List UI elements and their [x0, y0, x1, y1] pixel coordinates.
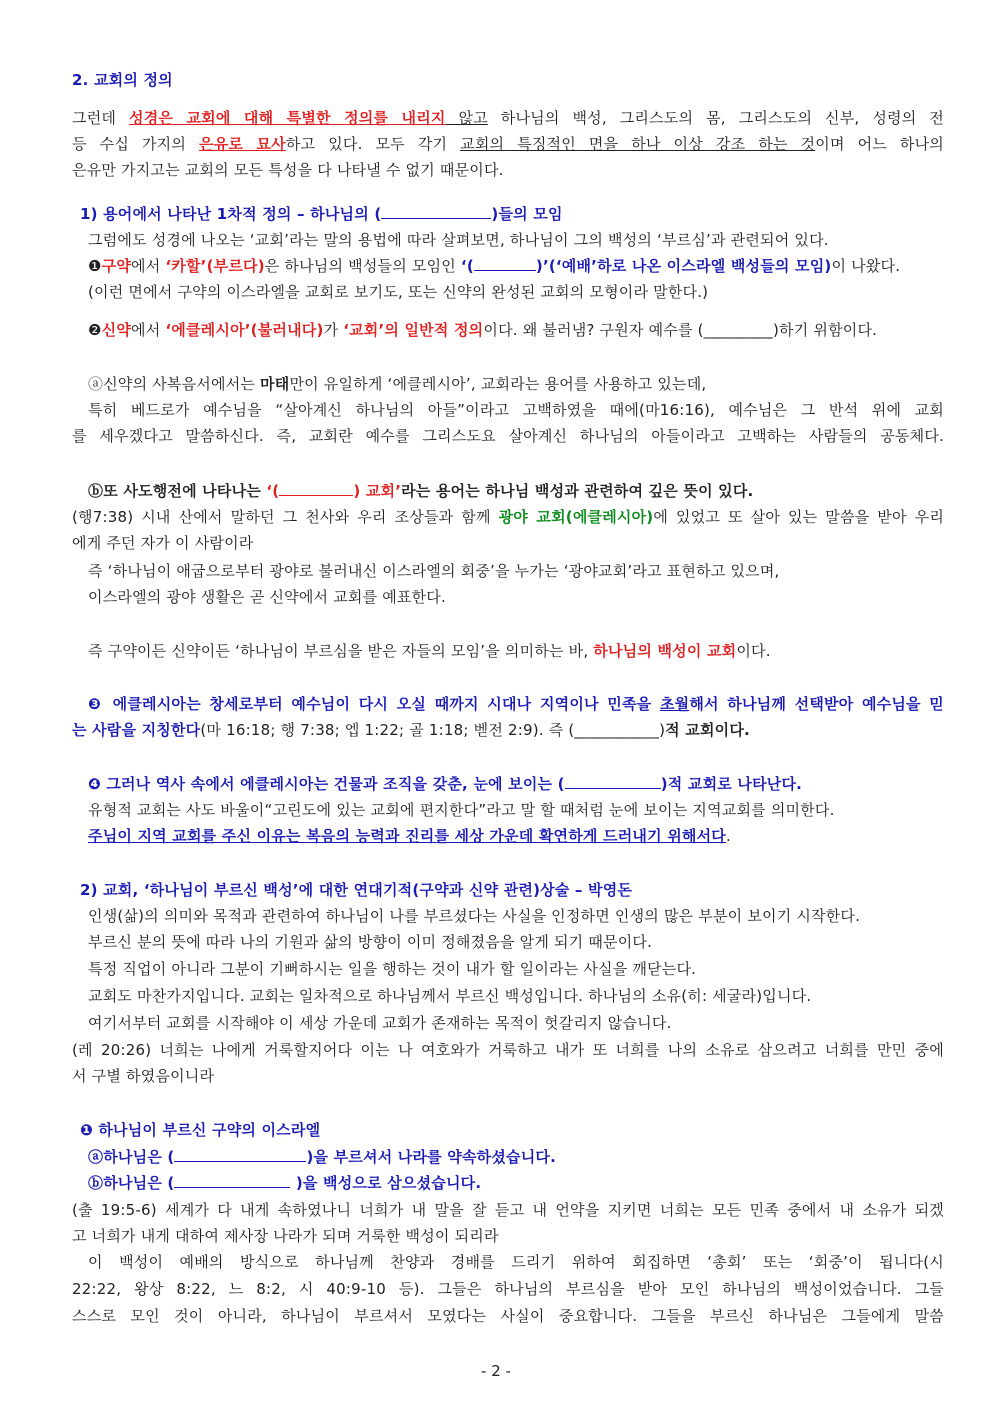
- text: 해서 하나님께 선택받아 예수님을 믿: [689, 695, 944, 713]
- text: 교회도 마찬가지입니다. 교회는 일차적으로 하나님께서 부르신 백성입니다. 하나님의 소유(히: 세굴라)입니다.: [88, 987, 812, 1005]
- text: )적 교회로 나타난다.: [660, 775, 803, 793]
- paragraph: [72, 1306, 944, 1326]
- text: 은 하나님의 백성들의 모임인: [264, 257, 461, 275]
- paragraph: [88, 561, 780, 581]
- fill-blank: [279, 481, 353, 496]
- text: 사도행전에 나타나는: [123, 482, 267, 500]
- text: )들의 모임: [491, 205, 563, 223]
- text: 에서: [131, 257, 166, 275]
- paragraph: [88, 587, 446, 607]
- emphasis: ) 교회’: [353, 482, 402, 500]
- paragraph-kahal: [88, 256, 900, 276]
- emphasis: 마태: [260, 375, 290, 393]
- page-number: - 2 -: [481, 1362, 511, 1380]
- heading-text: 2) 교회, ‘하나님이 부르신 백성’에 대한 연대기적(구약과 신약 관련)상술 – 박영돈: [80, 881, 633, 899]
- number-marker: ❸: [88, 695, 105, 713]
- paragraph: [88, 374, 706, 394]
- emphasis: 성경은 교회에 대해 특별한 정의를 내리지: [129, 109, 446, 127]
- subsection-2-title: [80, 880, 632, 900]
- paragraph: [88, 230, 829, 250]
- emphasis: 신약: [101, 321, 132, 339]
- text: 인생(삶)의 의미와 목적과 관련하여 하나님이 나를 부르셨다는 사실을 인정하면 인생의 많은 부분이 보이기 시작한다.: [88, 907, 861, 925]
- text: 서 구별 하였음이니라: [72, 1067, 215, 1085]
- text: 22:22, 왕상 8:22, 느 8:2, 시 40:9-10 등). 그들은 하나님의 부르심을 받아 모인 하나님의 백성이었습니다. 그들: [72, 1280, 944, 1298]
- text: 여기서부터 교회를 시작해야 이 세상 가운데 교회가 존재하는 목적이 헛갈리지 않습니다.: [88, 1014, 672, 1032]
- text: ⓐ하나님은 (: [88, 1148, 175, 1166]
- emphasis: 는 사람을 지칭한다: [72, 721, 201, 739]
- text: 스스로 모인 것이 아니라, 하나님이 부르셔서 모였다는 사실이 중요합니다. 그들을 부르신 하나님은 그들에게 말씀: [72, 1307, 944, 1325]
- number-marker: ❹: [88, 775, 101, 793]
- emphasis: 은유로 묘사: [199, 135, 286, 153]
- text: ⓑ또: [88, 482, 124, 500]
- text: 이며 어느 하나의: [815, 135, 944, 153]
- paragraph: [88, 800, 835, 820]
- paragraph: [88, 826, 731, 846]
- text: 유형적 교회는 사도 바울이“고린도에 있는 교회에 편지한다”라고 말 할 때처럼 눈에 보이는 지역교회를 의미한다.: [88, 801, 835, 819]
- heading-text: 2. 교회의 정의: [72, 71, 173, 89]
- text: 고 너희가 내게 대하여 제사장 나라가 되며 거룩한 백성이 되리라: [72, 1227, 499, 1245]
- text: 그런데: [72, 109, 129, 127]
- question-b: [88, 1173, 481, 1193]
- text: 가: [323, 321, 344, 339]
- text: 에게 주던 자가 이 사람이라: [72, 534, 254, 552]
- emphasis: 하나님의 백성이 교회: [593, 642, 737, 660]
- text: 이다.: [736, 642, 771, 660]
- number-marker: ❶: [80, 1121, 93, 1139]
- paragraph: [88, 959, 696, 979]
- paragraph: [88, 1252, 944, 1272]
- text: )을 백성으로 삼으셨습니다.: [290, 1174, 482, 1192]
- text: 즉 구약이든 신약이든 ‘하나님이 부르심을 받은 자들의 모임’을 의미하는 바,: [88, 642, 594, 660]
- section-heading: [72, 70, 173, 90]
- emphasis: ‘(: [460, 257, 474, 275]
- text: ⓐ신약의 사복음서에서는: [88, 375, 261, 393]
- text: 를 세우겠다고 말씀하신다. 즉, 교회란 예수를 그리스도요 살아계신 하나님의 아들이라고 고백하는 사람들의 공동체다.: [72, 427, 944, 445]
- emphasis: ‘카할’(부르다): [165, 257, 265, 275]
- paragraph: [88, 282, 708, 302]
- fill-blank: [565, 774, 661, 789]
- text: 1) 용어에서 나타난 1차적 정의 – 하나님의 (: [80, 205, 382, 223]
- text: 이 백성이 예배의 방식으로 하나님께 찬양과 경배를 드리기 위하여 회집하면 ‘총회’ 또는 ‘회중’이 됩니다(시: [88, 1253, 944, 1271]
- paragraph-3-cont: [72, 720, 750, 740]
- text: 에 있었고 또 살아 있는 말씀을 받아 우리: [653, 508, 945, 526]
- paragraph-4: [88, 774, 802, 794]
- intro-line-2: [72, 134, 944, 154]
- text: 은유만 가지고는 교회의 모든 특성을 다 나타낼 수 없기 때문이다.: [72, 161, 504, 179]
- text: (이런 면에서 구약의 이스라엘을 교회로 보기도, 또는 신약의 완성된 교회의 모형이라 말한다.): [88, 283, 709, 301]
- text: 하나님의 백성, 그리스도의 몸, 그리스도의 신부, 성령의 전: [487, 109, 944, 127]
- emphasis: 적 교회이다.: [665, 721, 750, 739]
- text: 즉 ‘하나님이 애굽으로부터 광야로 불러내신 이스라엘의 회중’을 누가는 ‘광야교회’라고 표현하고 있으며,: [88, 562, 780, 580]
- text: )을 부르셔서 나라를 약속하셨습니다.: [306, 1148, 557, 1166]
- fill-blank: [381, 204, 491, 219]
- paragraph: [72, 426, 944, 446]
- text: (레 20:26) 너희는 나에게 거룩할지어다 이는 나 여호와가 거룩하고 내가 또 너희를 나의 소유로 삼으려고 너희를 만민 중에: [72, 1041, 944, 1059]
- underlined-text: 교회의 특징적인 면을 하나 이상 강조 하는 것: [460, 135, 816, 153]
- text: 만이 유일하게 ‘에클레시아’, 교회라는 용어를 사용하고 있는데,: [289, 375, 707, 393]
- scripture-quote: [72, 1066, 214, 1086]
- scripture-quote: [72, 1226, 499, 1246]
- text: 이스라엘의 광야 생활은 곧 신약에서 교회를 예표한다.: [88, 588, 446, 606]
- text: .: [725, 827, 731, 845]
- paragraph: [88, 986, 811, 1006]
- text: (마 16:18; 행 7:38; 엡 1:22; 골 1:18; 벧전 2:9). 즉 (___________): [200, 721, 666, 739]
- emphasis: ‘(: [266, 482, 280, 500]
- text: ⓑ하나님은 (: [88, 1174, 175, 1192]
- underlined-emphasis: 주님이 지역 교회를 주신 이유는 복음의 능력과 진리를 세상 가운데 확연하게 드러내기 위해서다: [88, 827, 726, 845]
- text: 그러나 역사 속에서 에클레시아는 건물과 조직을 갖춘, 눈에 보이는 (: [100, 775, 565, 793]
- text: 에서: [131, 321, 166, 339]
- number-marker: ❷: [88, 321, 102, 339]
- paragraph: [72, 1279, 944, 1299]
- text: 이 나왔다.: [831, 257, 901, 275]
- paragraph-3: [88, 694, 944, 714]
- text: 부르신 분의 뜻에 따라 나의 기원과 삶의 방향이 이미 정해졌음을 알게 되기 때문이다.: [88, 933, 653, 951]
- text: 그럼에도 성경에 나오는 ‘교회’라는 말의 용법에 따라 살펴보면, 하나님이 그의 백성의 ‘부르심’과 관련되어 있다.: [88, 231, 829, 249]
- fill-blank: [174, 1147, 306, 1162]
- subsection-1-title: [80, 204, 563, 224]
- paragraph-ekklesia: [88, 320, 877, 340]
- question-a: [88, 1147, 556, 1167]
- fill-blank: [474, 256, 536, 271]
- scripture-quote: [72, 533, 253, 553]
- scripture-quote: [72, 507, 944, 527]
- text: 않고: [445, 109, 488, 127]
- paragraph: [88, 932, 652, 952]
- fill-blank: [174, 1173, 290, 1188]
- text: 에클레시아는 창세로부터 예수님이 다시 오실 때까지 시대나 지역이나 민족을: [104, 695, 660, 713]
- text: 라는 용어는 하나님 백성과 관련하여 깊은 뜻이 있다.: [401, 482, 754, 500]
- paragraph: [88, 1013, 672, 1033]
- paragraph-acts: [88, 481, 753, 501]
- scripture-quote: [72, 1040, 944, 1060]
- text: (행7:38) 시내 산에서 말하던 그 천사와 우리 조상들과 함께: [72, 508, 499, 526]
- paragraph-summary: [88, 641, 771, 661]
- scripture-quote: [72, 1200, 944, 1220]
- emphasis: )’(‘예배’하로 나온 이스라엘 백성들의 모임): [535, 257, 832, 275]
- paragraph: [88, 906, 860, 926]
- text: (출 19:5-6) 세계가 다 내게 속하였나니 너희가 내 말을 잘 듣고 내 언약을 지키면 너희는 모든 민족 중에서 내 소유가 되겠: [72, 1201, 944, 1219]
- emphasis: ‘교회’의 일반적 정의: [343, 321, 484, 339]
- intro-line-3: [72, 160, 504, 180]
- text: 특정 직업이 아니라 그분이 기뻐하시는 일을 행하는 것이 내가 할 일이라는 사실을 깨닫는다.: [88, 960, 697, 978]
- text: 하고 있다. 모두 각기: [285, 135, 461, 153]
- text: 이다. 왜 불러냄? 구원자 예수를 (_________)하기 위함이다.: [483, 321, 878, 339]
- emphasis: 광야 교회(에클레시아): [498, 508, 654, 526]
- underlined-text: 초월: [659, 695, 690, 713]
- emphasis: ‘에클레시아’(불러내다): [165, 321, 324, 339]
- number-marker: ❶: [88, 257, 102, 275]
- paragraph: [88, 400, 944, 420]
- subheading-israel: [80, 1120, 320, 1140]
- intro-line-1: [72, 108, 944, 128]
- emphasis: 구약: [101, 257, 132, 275]
- heading-text: 하나님이 부르신 구약의 이스라엘: [92, 1121, 321, 1139]
- text: 특히 베드로가 예수님을 “살아계신 하나님의 아들”이라고 고백하였을 때에(마16:16), 예수님은 그 반석 위에 교회: [88, 401, 944, 419]
- text: 등 수십 가지의: [72, 135, 199, 153]
